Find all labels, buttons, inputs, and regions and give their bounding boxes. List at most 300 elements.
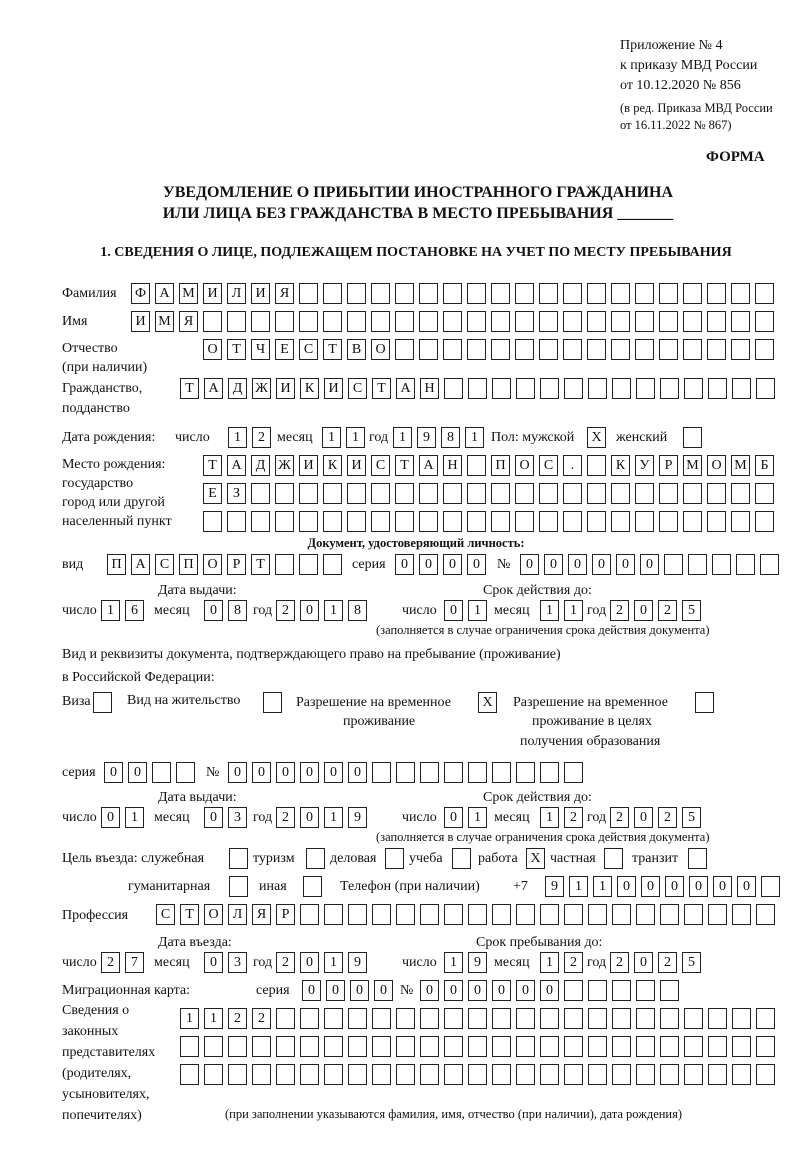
purpose-transit-checkbox[interactable] [688, 848, 707, 869]
surname-cell[interactable] [443, 283, 462, 304]
citizenship-cell[interactable] [732, 378, 751, 399]
surname-cell[interactable] [707, 283, 726, 304]
id-kind-cell[interactable]: Р [227, 554, 246, 575]
reps1-cell[interactable]: 1 [180, 1008, 199, 1029]
purpose-official-checkbox[interactable] [229, 848, 248, 869]
id-issue-day-cell[interactable]: 1 [101, 600, 120, 621]
name-cell[interactable] [323, 311, 342, 332]
id-issue-year-cell[interactable]: 2 [276, 600, 295, 621]
birthplace1-cell[interactable]: Д [251, 455, 270, 476]
surname-cell[interactable]: И [203, 283, 222, 304]
permit-number-cell[interactable] [372, 762, 391, 783]
id-valid-year-cell[interactable]: 2 [658, 600, 677, 621]
reps2-cell[interactable] [420, 1036, 439, 1057]
birthplace3-cell[interactable] [395, 511, 414, 532]
reps2-cell[interactable] [684, 1036, 703, 1057]
mig-series-cell[interactable]: 0 [302, 980, 321, 1001]
stay-year-cell[interactable]: 2 [610, 952, 629, 973]
surname-cell[interactable] [755, 283, 774, 304]
mig-number-cell[interactable] [564, 980, 583, 1001]
birthplace2-cell[interactable] [515, 483, 534, 504]
id-series-cell[interactable]: 0 [419, 554, 438, 575]
name-cell[interactable]: Я [179, 311, 198, 332]
profession-cell[interactable]: Р [276, 904, 295, 925]
name-cell[interactable] [683, 311, 702, 332]
id-issue-year-cell[interactable]: 1 [324, 600, 343, 621]
reps3-cell[interactable] [228, 1064, 247, 1085]
birthplace2-cell[interactable] [299, 483, 318, 504]
permit-series-cell[interactable]: 0 [128, 762, 147, 783]
profession-cell[interactable] [492, 904, 511, 925]
reps2-cell[interactable] [732, 1036, 751, 1057]
id-number-cell[interactable]: 0 [592, 554, 611, 575]
birthplace2-cell[interactable] [659, 483, 678, 504]
reps1-cell[interactable] [420, 1008, 439, 1029]
reps1-cell[interactable] [756, 1008, 775, 1029]
id-number-cell[interactable]: 0 [616, 554, 635, 575]
citizenship-cell[interactable] [612, 378, 631, 399]
surname-cell[interactable] [491, 283, 510, 304]
permit-valid-month-cell[interactable]: 1 [540, 807, 559, 828]
birthplace3-cell[interactable] [347, 511, 366, 532]
entry-year-cell[interactable]: 9 [348, 952, 367, 973]
patronymic-cell[interactable] [539, 339, 558, 360]
birth-month-cell[interactable]: 1 [346, 427, 365, 448]
reps2-cell[interactable] [396, 1036, 415, 1057]
reps1-cell[interactable]: 2 [228, 1008, 247, 1029]
birthplace3-cell[interactable] [587, 511, 606, 532]
permit-number-cell[interactable]: 0 [300, 762, 319, 783]
profession-cell[interactable] [660, 904, 679, 925]
surname-cell[interactable] [587, 283, 606, 304]
reps2-cell[interactable] [228, 1036, 247, 1057]
id-valid-year-cell[interactable]: 5 [682, 600, 701, 621]
reps3-cell[interactable] [732, 1064, 751, 1085]
birthplace2-cell[interactable]: З [227, 483, 246, 504]
reps3-cell[interactable] [396, 1064, 415, 1085]
birthplace1-cell[interactable]: У [635, 455, 654, 476]
birthplace2-cell[interactable] [635, 483, 654, 504]
citizenship-cell[interactable] [660, 378, 679, 399]
profession-cell[interactable]: Я [252, 904, 271, 925]
phone-cell[interactable]: 9 [545, 876, 564, 897]
id-valid-day-cell[interactable]: 1 [468, 600, 487, 621]
citizenship-cell[interactable] [636, 378, 655, 399]
patronymic-cell[interactable] [515, 339, 534, 360]
mig-series-cell[interactable]: 0 [374, 980, 393, 1001]
birthplace1-cell[interactable]: А [419, 455, 438, 476]
purpose-tourism-checkbox[interactable] [306, 848, 325, 869]
surname-cell[interactable] [563, 283, 582, 304]
phone-cell[interactable] [761, 876, 780, 897]
reps3-cell[interactable] [756, 1064, 775, 1085]
patronymic-cell[interactable] [587, 339, 606, 360]
patronymic-cell[interactable]: Ч [251, 339, 270, 360]
birthplace1-cell[interactable]: Т [395, 455, 414, 476]
profession-cell[interactable]: Т [180, 904, 199, 925]
birthplace1-cell[interactable]: К [611, 455, 630, 476]
citizenship-cell[interactable] [516, 378, 535, 399]
permit-number-cell[interactable]: 0 [276, 762, 295, 783]
permit-number-cell[interactable]: 0 [324, 762, 343, 783]
permit-valid-day-cell[interactable]: 0 [444, 807, 463, 828]
name-cell[interactable] [707, 311, 726, 332]
id-number-cell[interactable] [760, 554, 779, 575]
profession-cell[interactable] [468, 904, 487, 925]
phone-cell[interactable]: 0 [737, 876, 756, 897]
id-valid-month-cell[interactable]: 1 [540, 600, 559, 621]
purpose-study-checkbox[interactable] [452, 848, 471, 869]
id-valid-year-cell[interactable]: 2 [610, 600, 629, 621]
reps1-cell[interactable] [588, 1008, 607, 1029]
permit-residence-checkbox[interactable] [263, 692, 282, 713]
citizenship-cell[interactable]: Т [180, 378, 199, 399]
reps3-cell[interactable] [612, 1064, 631, 1085]
entry-year-cell[interactable]: 1 [324, 952, 343, 973]
surname-cell[interactable]: А [155, 283, 174, 304]
birthplace1-cell[interactable]: Р [659, 455, 678, 476]
name-cell[interactable] [251, 311, 270, 332]
reps1-cell[interactable] [612, 1008, 631, 1029]
birth-year-cell[interactable]: 8 [441, 427, 460, 448]
citizenship-cell[interactable] [492, 378, 511, 399]
reps1-cell[interactable] [732, 1008, 751, 1029]
birthplace2-cell[interactable] [707, 483, 726, 504]
patronymic-cell[interactable] [659, 339, 678, 360]
reps3-cell[interactable] [444, 1064, 463, 1085]
purpose-business-checkbox[interactable] [385, 848, 404, 869]
name-cell[interactable] [443, 311, 462, 332]
stay-year-cell[interactable]: 0 [634, 952, 653, 973]
patronymic-cell[interactable] [731, 339, 750, 360]
name-cell[interactable] [371, 311, 390, 332]
reps2-cell[interactable] [516, 1036, 535, 1057]
birthplace2-cell[interactable] [443, 483, 462, 504]
birthplace1-cell[interactable]: А [227, 455, 246, 476]
reps3-cell[interactable] [492, 1064, 511, 1085]
reps3-cell[interactable] [276, 1064, 295, 1085]
patronymic-cell[interactable] [395, 339, 414, 360]
patronymic-cell[interactable]: О [203, 339, 222, 360]
reps1-cell[interactable] [684, 1008, 703, 1029]
id-number-cell[interactable]: 0 [520, 554, 539, 575]
reps3-cell[interactable] [636, 1064, 655, 1085]
citizenship-cell[interactable]: Т [372, 378, 391, 399]
patronymic-cell[interactable] [491, 339, 510, 360]
surname-cell[interactable] [347, 283, 366, 304]
reps3-cell[interactable] [180, 1064, 199, 1085]
phone-cell[interactable]: 0 [665, 876, 684, 897]
surname-cell[interactable] [467, 283, 486, 304]
patronymic-cell[interactable]: С [299, 339, 318, 360]
birth-year-cell[interactable]: 9 [417, 427, 436, 448]
permit-valid-year-cell[interactable]: 0 [634, 807, 653, 828]
birthplace2-cell[interactable] [587, 483, 606, 504]
name-cell[interactable]: И [131, 311, 150, 332]
birthplace1-cell[interactable] [587, 455, 606, 476]
entry-month-cell[interactable]: 0 [204, 952, 223, 973]
id-number-cell[interactable]: 0 [544, 554, 563, 575]
profession-cell[interactable] [612, 904, 631, 925]
reps3-cell[interactable] [252, 1064, 271, 1085]
id-issue-year-cell[interactable]: 0 [300, 600, 319, 621]
name-cell[interactable] [563, 311, 582, 332]
birthplace3-cell[interactable] [323, 511, 342, 532]
birthplace1-cell[interactable]: И [299, 455, 318, 476]
reps2-cell[interactable] [756, 1036, 775, 1057]
patronymic-cell[interactable] [563, 339, 582, 360]
name-cell[interactable] [203, 311, 222, 332]
mig-number-cell[interactable]: 0 [420, 980, 439, 1001]
profession-cell[interactable] [396, 904, 415, 925]
entry-month-cell[interactable]: 3 [228, 952, 247, 973]
reps3-cell[interactable] [468, 1064, 487, 1085]
birthplace1-cell[interactable]: С [539, 455, 558, 476]
permit-number-cell[interactable] [468, 762, 487, 783]
id-kind-cell[interactable]: С [155, 554, 174, 575]
permit-number-cell[interactable] [516, 762, 535, 783]
reps3-cell[interactable] [588, 1064, 607, 1085]
surname-cell[interactable]: Ф [131, 283, 150, 304]
patronymic-cell[interactable] [707, 339, 726, 360]
profession-cell[interactable] [708, 904, 727, 925]
birthplace2-cell[interactable] [491, 483, 510, 504]
name-cell[interactable] [611, 311, 630, 332]
citizenship-cell[interactable] [756, 378, 775, 399]
name-cell[interactable] [587, 311, 606, 332]
reps2-cell[interactable] [564, 1036, 583, 1057]
permit-number-cell[interactable] [564, 762, 583, 783]
reps1-cell[interactable] [300, 1008, 319, 1029]
birth-day-cell[interactable]: 2 [252, 427, 271, 448]
reps2-cell[interactable] [324, 1036, 343, 1057]
permit-valid-year-cell[interactable]: 5 [682, 807, 701, 828]
patronymic-cell[interactable] [755, 339, 774, 360]
permit-number-cell[interactable] [540, 762, 559, 783]
birthplace2-cell[interactable]: Е [203, 483, 222, 504]
reps1-cell[interactable] [348, 1008, 367, 1029]
birthplace3-cell[interactable] [275, 511, 294, 532]
birthplace2-cell[interactable] [323, 483, 342, 504]
id-issue-day-cell[interactable]: 6 [125, 600, 144, 621]
phone-cell[interactable]: 0 [689, 876, 708, 897]
id-issue-month-cell[interactable]: 8 [228, 600, 247, 621]
id-issue-month-cell[interactable]: 0 [204, 600, 223, 621]
surname-cell[interactable] [371, 283, 390, 304]
purpose-work-checkbox[interactable]: X [526, 848, 545, 869]
mig-number-cell[interactable]: 0 [492, 980, 511, 1001]
patronymic-cell[interactable]: Т [323, 339, 342, 360]
name-cell[interactable] [659, 311, 678, 332]
permit-number-cell[interactable]: 0 [252, 762, 271, 783]
birthplace2-cell[interactable] [347, 483, 366, 504]
id-kind-cell[interactable] [323, 554, 342, 575]
name-cell[interactable] [419, 311, 438, 332]
id-kind-cell[interactable]: А [131, 554, 150, 575]
profession-cell[interactable] [444, 904, 463, 925]
reps1-cell[interactable] [636, 1008, 655, 1029]
permit-series-cell[interactable]: 0 [104, 762, 123, 783]
profession-cell[interactable] [684, 904, 703, 925]
surname-cell[interactable] [683, 283, 702, 304]
citizenship-cell[interactable]: А [396, 378, 415, 399]
birthplace3-cell[interactable] [635, 511, 654, 532]
reps2-cell[interactable] [660, 1036, 679, 1057]
reps2-cell[interactable] [252, 1036, 271, 1057]
profession-cell[interactable] [636, 904, 655, 925]
birthplace2-cell[interactable] [467, 483, 486, 504]
profession-cell[interactable] [348, 904, 367, 925]
sex-male-checkbox[interactable]: X [587, 427, 606, 448]
permit-number-cell[interactable]: 0 [348, 762, 367, 783]
permit-issue-year-cell[interactable]: 1 [324, 807, 343, 828]
reps3-cell[interactable] [684, 1064, 703, 1085]
reps3-cell[interactable] [372, 1064, 391, 1085]
entry-year-cell[interactable]: 2 [276, 952, 295, 973]
birthplace1-cell[interactable]: М [683, 455, 702, 476]
id-kind-cell[interactable]: П [179, 554, 198, 575]
profession-cell[interactable] [372, 904, 391, 925]
surname-cell[interactable]: Я [275, 283, 294, 304]
reps1-cell[interactable] [468, 1008, 487, 1029]
patronymic-cell[interactable]: Е [275, 339, 294, 360]
name-cell[interactable] [467, 311, 486, 332]
mig-number-cell[interactable] [660, 980, 679, 1001]
permit-valid-day-cell[interactable]: 1 [468, 807, 487, 828]
patronymic-cell[interactable]: Т [227, 339, 246, 360]
surname-cell[interactable]: И [251, 283, 270, 304]
patronymic-cell[interactable] [683, 339, 702, 360]
reps3-cell[interactable] [660, 1064, 679, 1085]
id-series-cell[interactable]: 0 [443, 554, 462, 575]
citizenship-cell[interactable] [468, 378, 487, 399]
patronymic-cell[interactable] [635, 339, 654, 360]
reps2-cell[interactable] [636, 1036, 655, 1057]
reps2-cell[interactable] [180, 1036, 199, 1057]
permit-issue-year-cell[interactable]: 0 [300, 807, 319, 828]
reps1-cell[interactable] [444, 1008, 463, 1029]
citizenship-cell[interactable]: А [204, 378, 223, 399]
surname-cell[interactable] [419, 283, 438, 304]
entry-day-cell[interactable]: 7 [125, 952, 144, 973]
birthplace2-cell[interactable] [731, 483, 750, 504]
profession-cell[interactable] [516, 904, 535, 925]
birthplace3-cell[interactable] [563, 511, 582, 532]
surname-cell[interactable] [659, 283, 678, 304]
permit-issue-day-cell[interactable]: 1 [125, 807, 144, 828]
profession-cell[interactable] [324, 904, 343, 925]
birthplace3-cell[interactable] [611, 511, 630, 532]
birthplace2-cell[interactable] [251, 483, 270, 504]
permit-issue-month-cell[interactable]: 3 [228, 807, 247, 828]
purpose-other-checkbox[interactable] [303, 876, 322, 897]
birthplace2-cell[interactable] [563, 483, 582, 504]
phone-cell[interactable]: 0 [713, 876, 732, 897]
profession-cell[interactable] [420, 904, 439, 925]
id-kind-cell[interactable]: Т [251, 554, 270, 575]
birthplace1-cell[interactable]: Н [443, 455, 462, 476]
surname-cell[interactable] [395, 283, 414, 304]
birth-month-cell[interactable]: 1 [322, 427, 341, 448]
reps1-cell[interactable] [372, 1008, 391, 1029]
surname-cell[interactable] [515, 283, 534, 304]
id-number-cell[interactable]: 0 [640, 554, 659, 575]
surname-cell[interactable] [539, 283, 558, 304]
birthplace2-cell[interactable] [395, 483, 414, 504]
profession-cell[interactable] [564, 904, 583, 925]
birth-day-cell[interactable]: 1 [228, 427, 247, 448]
citizenship-cell[interactable]: И [276, 378, 295, 399]
phone-cell[interactable]: 0 [617, 876, 636, 897]
birthplace2-cell[interactable] [275, 483, 294, 504]
reps2-cell[interactable] [348, 1036, 367, 1057]
citizenship-cell[interactable]: С [348, 378, 367, 399]
stay-year-cell[interactable]: 5 [682, 952, 701, 973]
birthplace3-cell[interactable] [299, 511, 318, 532]
permit-number-cell[interactable] [444, 762, 463, 783]
citizenship-cell[interactable]: К [300, 378, 319, 399]
citizenship-cell[interactable]: Ж [252, 378, 271, 399]
permit-number-cell[interactable] [396, 762, 415, 783]
profession-cell[interactable]: Л [228, 904, 247, 925]
citizenship-cell[interactable] [540, 378, 559, 399]
id-valid-year-cell[interactable]: 0 [634, 600, 653, 621]
mig-series-cell[interactable]: 0 [326, 980, 345, 1001]
reps3-cell[interactable] [204, 1064, 223, 1085]
birthplace3-cell[interactable] [659, 511, 678, 532]
permit-issue-day-cell[interactable]: 0 [101, 807, 120, 828]
birthplace1-cell[interactable]: О [707, 455, 726, 476]
surname-cell[interactable] [299, 283, 318, 304]
id-series-cell[interactable]: 0 [395, 554, 414, 575]
citizenship-cell[interactable] [444, 378, 463, 399]
profession-cell[interactable]: С [156, 904, 175, 925]
surname-cell[interactable] [731, 283, 750, 304]
birthplace2-cell[interactable] [611, 483, 630, 504]
surname-cell[interactable]: М [179, 283, 198, 304]
permit-series-cell[interactable] [152, 762, 171, 783]
permit-valid-year-cell[interactable]: 2 [610, 807, 629, 828]
reps1-cell[interactable] [660, 1008, 679, 1029]
birthplace1-cell[interactable]: М [731, 455, 750, 476]
birthplace1-cell[interactable]: И [347, 455, 366, 476]
id-number-cell[interactable] [664, 554, 683, 575]
stay-month-cell[interactable]: 2 [564, 952, 583, 973]
permit-number-cell[interactable]: 0 [228, 762, 247, 783]
sex-female-checkbox[interactable] [683, 427, 702, 448]
phone-cell[interactable]: 0 [641, 876, 660, 897]
id-issue-year-cell[interactable]: 8 [348, 600, 367, 621]
id-kind-cell[interactable] [275, 554, 294, 575]
name-cell[interactable] [515, 311, 534, 332]
entry-year-cell[interactable]: 0 [300, 952, 319, 973]
profession-cell[interactable] [300, 904, 319, 925]
name-cell[interactable] [539, 311, 558, 332]
citizenship-cell[interactable] [684, 378, 703, 399]
reps2-cell[interactable] [204, 1036, 223, 1057]
permit-issue-year-cell[interactable]: 9 [348, 807, 367, 828]
id-number-cell[interactable] [736, 554, 755, 575]
reps3-cell[interactable] [516, 1064, 535, 1085]
stay-day-cell[interactable]: 1 [444, 952, 463, 973]
birthplace2-cell[interactable] [539, 483, 558, 504]
mig-number-cell[interactable]: 0 [540, 980, 559, 1001]
birthplace3-cell[interactable] [755, 511, 774, 532]
id-valid-day-cell[interactable]: 0 [444, 600, 463, 621]
citizenship-cell[interactable]: Д [228, 378, 247, 399]
birthplace3-cell[interactable] [251, 511, 270, 532]
entry-day-cell[interactable]: 2 [101, 952, 120, 973]
